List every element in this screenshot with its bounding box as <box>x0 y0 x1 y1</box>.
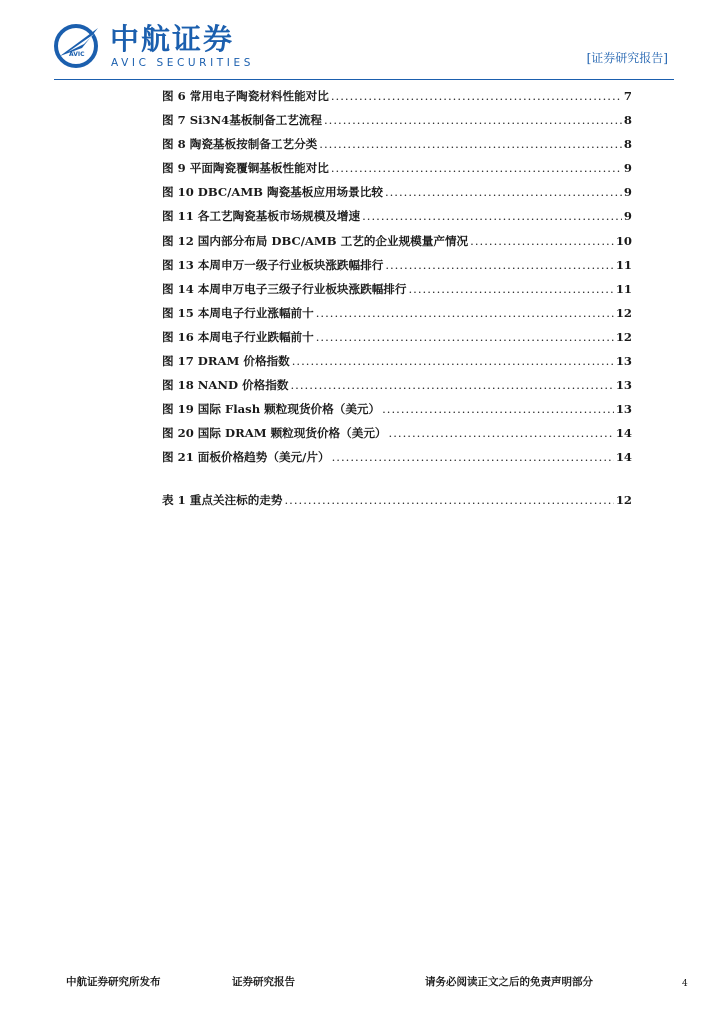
toc-entry-page: 12 <box>615 329 632 344</box>
toc-entry[interactable] <box>162 421 632 445</box>
toc-entry[interactable] <box>162 325 632 349</box>
toc-entry-label: 图 18 NAND 价格指数 <box>162 378 289 393</box>
toc-entry-page: 7 <box>623 89 632 103</box>
toc-entry-label: 图 12 国内部分布局 DBC/AMB 工艺的企业规模量产情况 <box>162 233 469 248</box>
page-header <box>0 0 724 84</box>
toc-entry-label: 图 10 DBC/AMB 陶瓷基板应用场景比较 <box>162 185 383 200</box>
toc-leader-dots <box>332 445 614 469</box>
toc-leader-dots <box>385 253 614 277</box>
toc-leader-dots <box>362 204 622 228</box>
toc-leader-dots <box>316 301 614 325</box>
toc-entry-label: 图 20 国际 DRAM 颗粒现货价格（美元） <box>162 426 387 441</box>
toc-entry[interactable] <box>162 132 632 156</box>
brand-name-en: AVIC SECURITIES <box>111 57 254 69</box>
toc-entry-label: 表 1 重点关注标的走势 <box>162 493 283 507</box>
toc-entry-page: 11 <box>615 281 632 296</box>
toc-entry[interactable] <box>162 373 632 397</box>
toc-leader-dots <box>331 84 622 108</box>
toc-leader-dots <box>290 373 613 397</box>
page-footer <box>0 968 724 998</box>
toc-entry[interactable] <box>162 108 632 132</box>
toc-leader-dots <box>389 421 614 445</box>
toc-entry-label: 图 14 本周申万电子三级子行业板块涨跌幅排行 <box>162 281 407 296</box>
toc-entry-label: 图 13 本周申万一级子行业板块涨跌幅排行 <box>162 257 384 272</box>
page-number: 4 <box>682 979 688 989</box>
logo-label: AVIC <box>69 51 85 58</box>
toc-entry-page: 14 <box>615 426 632 441</box>
toc-entry-label: 图 8 陶瓷基板按制备工艺分类 <box>162 137 318 152</box>
toc-entry-page: 11 <box>615 257 632 272</box>
toc-entry[interactable] <box>162 156 632 180</box>
toc-leader-dots <box>319 132 622 156</box>
toc-entry[interactable] <box>162 253 632 277</box>
toc-leader-dots <box>316 325 614 349</box>
toc-leader-dots <box>385 180 622 204</box>
toc-entry[interactable] <box>162 180 632 204</box>
toc-leader-dots <box>382 397 614 421</box>
brand-name-cn: 中航证券 <box>110 22 235 56</box>
toc-entry[interactable] <box>162 277 632 301</box>
toc-entry-label: 图 15 本周电子行业涨幅前十 <box>162 305 314 320</box>
toc-entry-label: 图 19 国际 Flash 颗粒现货价格（美元） <box>162 402 381 417</box>
footer-disclaimer: 请务必阅读正文之后的免责声明部分 <box>425 976 593 988</box>
toc-entry-page: 14 <box>615 450 632 465</box>
avic-logo-icon <box>54 22 102 68</box>
footer-doc-type: 证券研究报告 <box>232 976 295 988</box>
toc-leader-dots <box>331 156 622 180</box>
toc-entry-label: 图 9 平面陶瓷覆铜基板性能对比 <box>162 161 329 176</box>
toc-entry[interactable] <box>162 349 632 373</box>
toc-leader-dots <box>324 108 622 132</box>
toc-entry-page: 9 <box>623 161 632 176</box>
toc-entry-page: 13 <box>615 354 632 369</box>
footer-publisher: 中航证券研究所发布 <box>66 976 161 988</box>
toc-entry[interactable] <box>162 204 632 228</box>
toc-entry[interactable] <box>162 229 632 253</box>
toc-leader-dots <box>409 277 614 301</box>
toc-entry-label: 图 7 Si3N4基板制备工艺流程 <box>162 113 322 128</box>
toc-entry[interactable] <box>162 397 632 421</box>
table-toc <box>162 488 632 512</box>
toc-leader-dots <box>470 229 614 253</box>
toc-entry-page: 13 <box>615 402 632 417</box>
report-type-tag: [证券研究报告] <box>586 51 668 65</box>
toc-entry-page: 9 <box>623 209 632 224</box>
toc-entry[interactable] <box>162 445 632 469</box>
toc-entry-label: 图 21 面板价格趋势（美元/片） <box>162 450 330 465</box>
toc-entry-page: 13 <box>615 378 632 393</box>
toc-entry[interactable] <box>162 488 632 512</box>
toc-leader-dots <box>284 488 613 512</box>
toc-entry-page: 12 <box>615 305 632 320</box>
toc-entry-label: 图 16 本周电子行业跌幅前十 <box>162 329 314 344</box>
toc-entry-page: 10 <box>615 233 632 248</box>
toc-leader-dots <box>292 349 614 373</box>
toc-entry-label: 图 17 DRAM 价格指数 <box>162 354 290 369</box>
toc-entry-page: 8 <box>623 113 632 128</box>
toc-entry[interactable] <box>162 84 632 108</box>
toc-entry-page: 12 <box>615 493 632 507</box>
toc-entry-page: 8 <box>623 137 632 152</box>
figure-toc <box>162 84 632 470</box>
header-divider <box>54 79 674 80</box>
toc-entry[interactable] <box>162 301 632 325</box>
toc-entry-label: 图 11 各工艺陶瓷基板市场规模及增速 <box>162 209 361 224</box>
toc-entry-page: 9 <box>623 185 632 200</box>
toc-entry-label: 图 6 常用电子陶瓷材料性能对比 <box>162 89 329 103</box>
